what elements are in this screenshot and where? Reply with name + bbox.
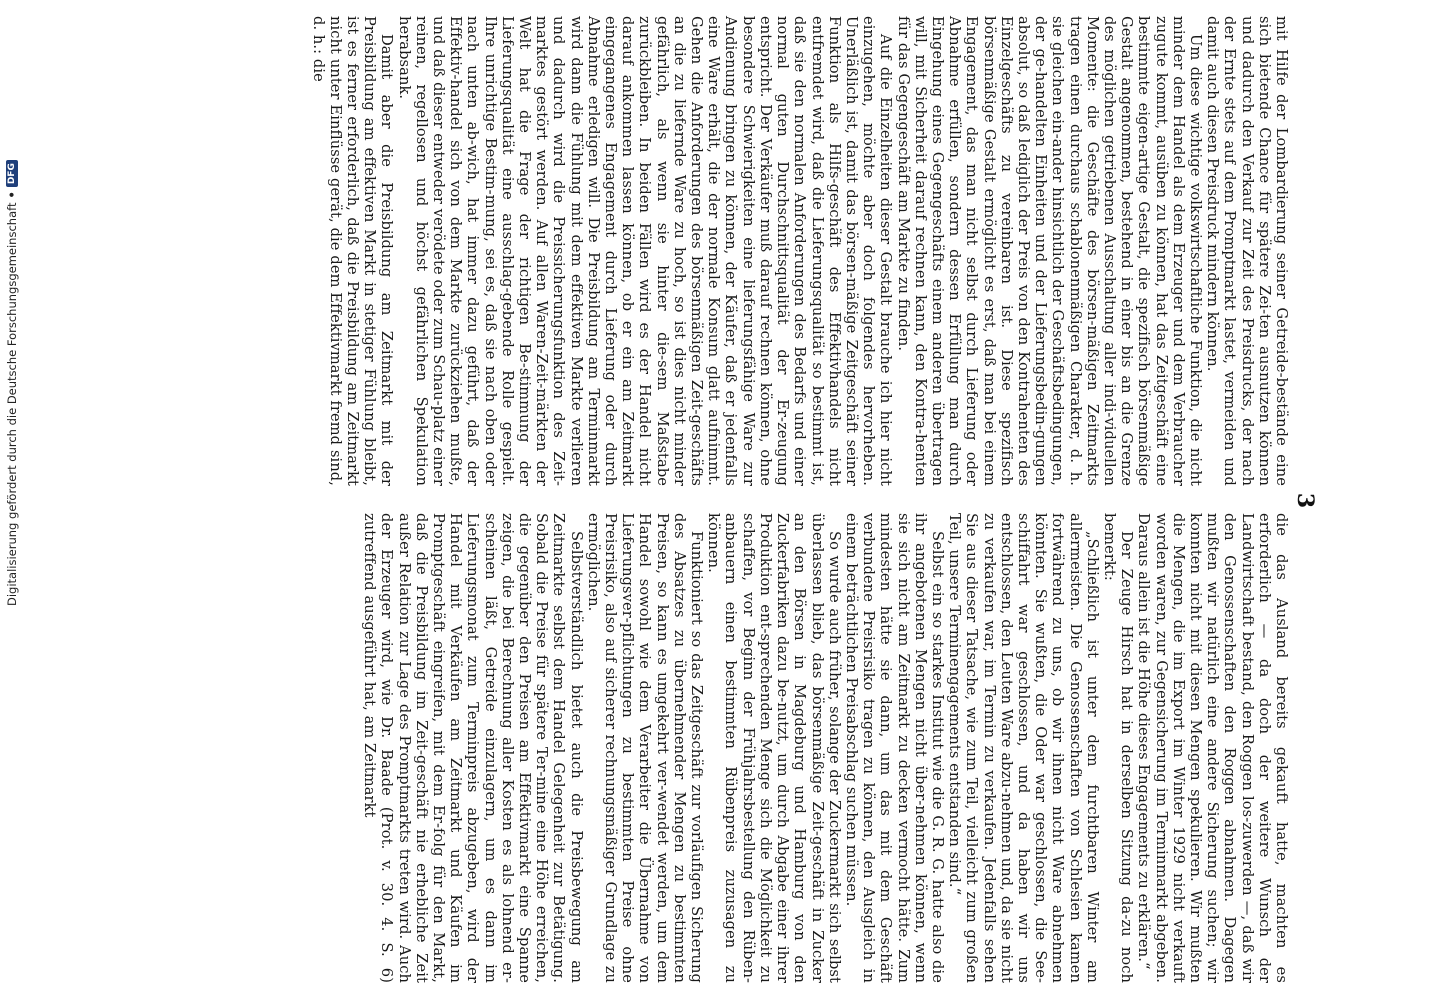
paragraph: Damit aber die Preisbildung am Zeitmarkt mit der Preisbildung am effektiven Markt in stetiger Fühlung bleibt, ist es ferner erforderlich, daß die Preisbildung am Zeitmarkt nicht unter Einflüsse gerät, die dem Effektivmarkt fremd sind, d. h.: die [309, 16, 396, 486]
paragraph: Um diese wichtige volkswirtschaftliche Funktion, die nicht minder dem Handel als dem Erzeuger und dem Verbraucher zugute kommt, ausüben zu können, hat das Zeitgeschäft eine bestimmte eigen-artige Gestalt, die spezifisch börsenmäßige Gestalt angenommen, bestehend in einer bis an die Grenze des möglichen getriebenen Ausschaltung aller indi-viduellen Momente: die Geschäfte des börsen-mäßigen Zeitmarkts tragen einen durchaus schablonenmäßigen Charakter, d. h. sie gleichen ein-ander hinsichtlich der Geschäftsbedingungen, der ge-handelten Einheiten und der Lieferungsbedin-gungen absolut, so daß lediglich der Preis von den Kontrahenten des Einzelgeschäfts zu vereinbaren ist. Diese spezifisch börsenmäßige Gestalt ermöglicht es erst, daß man bei einem Engagement, das man nicht selbst durch Lieferung oder Abnahme erfüllen, sondern dessen Erfüllung man durch Eingehung eines Gegengeschäfts einem anderen übertragen will, mit Sicherheit darauf rechnen kann, den Kontra-henten für das Gegengeschäft am Markte zu finden. [894, 16, 1204, 486]
dfg-logo: DFG [6, 160, 18, 187]
digitization-credit [3, 163, 21, 606]
paragraph: mit Hilfe der Lombardierung seiner Getreide-bestände eine sich bietende Chance für spätere Zei-ten ausnutzen können und dadurch den Verkauf zur Zeit des Preisdrucks, der nach der Ernte stets auf dem Promptmarkt lastet, vermeiden und damit auch diesen Preisdruck mindern können. [1204, 16, 1290, 486]
credit-text: Digitalisierung gefördert durch die Deutsche Forschungsgemeinschaft [5, 202, 19, 606]
paragraph: Der Zeuge Hirsch hat in derselben Sitzung da-zu noch bemerkt: [1100, 513, 1136, 983]
text-column-right [361, 513, 1290, 983]
paragraph: die das Ausland bereits gekauft hatte, machten es erforderlich — da doch der weitere Wunsch der Landwirtschaft bestand, den Roggen los-zuwerden —, daß wir den Genossenschaften den Roggen abnahmen. Dagegen mußten wir natürlich eine andere Sicherung suchen; wir konnten nicht mit diesen Mengen spekulieren. Wir mußten die Mengen, die im Export im Winter 1929 nicht verkauft worden waren, zur Gegensicherung im Terminmarkt abgeben. Daraus allein ist die Höhe dieses Engagements zu erklären.“ [1135, 513, 1290, 983]
paragraph: Selbstverständlich bietet auch die Preisbewegung am Zeitmarkte selbst dem Handel Gelegenheit zur Betätigung. Sobald die Preise für spätere Ter-mine eine Höhe erreichen, die gegenüber den Preisen am Effektivmarkt eine Spanne zeigen, die bei Berechnung aller Kosten es als lohnend er-scheinen läßt, Getreide einzulagern, um es dann im Lieferungsmonat zum Terminpreis abzugeben, wird der Handel mit Verkäufen am Zeitmarkt und Käufen im Promptgeschäft eingreifen, mit dem Er-folg für den Markt, daß die Preisbildung im Zeit-geschäft nie erhebliche Zeit außer Relation zur Lage des Promptmarkts treten wird. Auch der Erzeuger wird, wie Dr. Baade (Prot. v. 30. 4. S. 6) zutreffend ausgeführt hat, am Zeitmarkt [361, 513, 585, 983]
paragraph: Funktioniert so das Zeitgeschäft zur vorläufigen Sicherung des Absatzes zu übernehmender Mengen zu bestimmten Preisen, so kann es umgekehrt ver-wendet werden, um dem Handel sowohl wie dem Verarbeiter die Übernahme von Lieferungsver-pflichtungen zu bestimmten Preise ohne Preisrisiko, also auf sicherer rechnungsmäßiger Grundlage zu ermöglichen. [584, 513, 706, 983]
quotation-paragraph: „Schließlich ist unter dem furchtbaren Winter am allermeisten. Die Genossenschaften von Schlesien kamen fortwährend zu uns, ob wir ihnen nicht Ware abnehmen könnten. Sie wußten, die Oder war geschlossen, die See-schiffahrt war geschlossen, und da haben wir uns entschlossen, den Leuten Ware abzu-nehmen und, da sie nicht zu verkaufen war, im Termin zu verkaufen. Jedenfalls sehen Sie aus dieser Tatsache, wie zum Teil, vielleicht zum großen Teil, unsere Terminengagements entstanden sind.“ [946, 513, 1101, 983]
paragraph: Auf die Einzelheiten dieser Gestalt brauche ich hier nicht einzugehen, möchte aber doch folgendes hervorheben. Unerläßlich ist, damit das börsen-mäßige Zeitgeschäft seiner Funktion als Hilfs-geschäft des Effektivhandels nicht entfremdet wird, daß die Lieferungsqualität so bestimmt ist, daß sie den normalen Anforderungen des Bedarfs und einer normal guten Durchschnittsqualität der Er-zeugung entspricht. Der Verkäufer muß darauf rechnen können, ohne besondere Schwierigkeiten eine lieferungsfähige Ware zur Andienung bringen zu können, der Käufer, daß er jedenfalls eine Ware erhält, die der normale Konsum glatt aufnimmt. Gehen die Anforderungen des börsenmäßigen Zeit-geschäfts an die zu liefernde Ware zu hoch, so ist dies nicht minder gefährlich, als wenn sie hinter die-sem Maßstabe zurückbleiben. In beiden Fällen wird es der Handel nicht darauf ankommen lassen können, ob er ein am Zeitmarkt eingegangenes Engagement durch Lieferung oder durch Abnahme erledigen will. Die Preisbildung am Terminmarkt wird dann die Fühlung mit dem effektiven Markte verlieren und dadurch wird die Preissicherungsfunktion des Zeit-marktes gestört werden. Auf allen Waren-Zeit-märkten der Welt hat die Frage der richtigen Be-stimmung der Lieferungsqualität eine ausschlag-gebende Rolle gespielt. Ihre unrichtige Bestim-mung, sei es, daß sie nach oben oder nach unten ab-wich, hat immer dazu geführt, daß der Effektiv-handel sich von dem Markte zurückziehen mußte, und daß dieser entweder verödete oder zum Schau-platz einer reinen, regellosen und höchst gefährlichen Spekulation herabsank. [395, 16, 895, 486]
document-page [105, 8, 1330, 993]
page-number: 3 [1292, 492, 1318, 509]
separator-bullet: • [5, 191, 19, 199]
text-column-left [309, 16, 1290, 486]
paragraph: Selbst ein so starkes Institut wie die G. R. G. hatte also die ihr angebotenen Mengen nicht über-nehmen können, wenn sie sich nicht am Zeitmarkt zu decken vermocht hätte. Zum mindesten hätte sie dann, um das mit dem Geschäft verbundene Preisrisiko tragen zu können, den Ausgleich in einem beträchtlichen Preisabschlag suchen müssen. [842, 513, 946, 983]
paragraph: So wurde auch früher, solange der Zuckermarkt sich selbst überlassen blieb, das börsenmäßige Zeit-geschäft in Zucker an den Börsen in Magdeburg und Hamburg von den Zuckerfabriken dazu be-nutzt, um durch Abgabe einer ihrer Produktion ent-sprechenden Menge sich die Möglichkeit zu schaffen, vor Beginn der Frühjahrsbestellung den Rüben-anbauern einen bestimmten Rübenpreis zuzusagen zu können. [705, 513, 843, 983]
